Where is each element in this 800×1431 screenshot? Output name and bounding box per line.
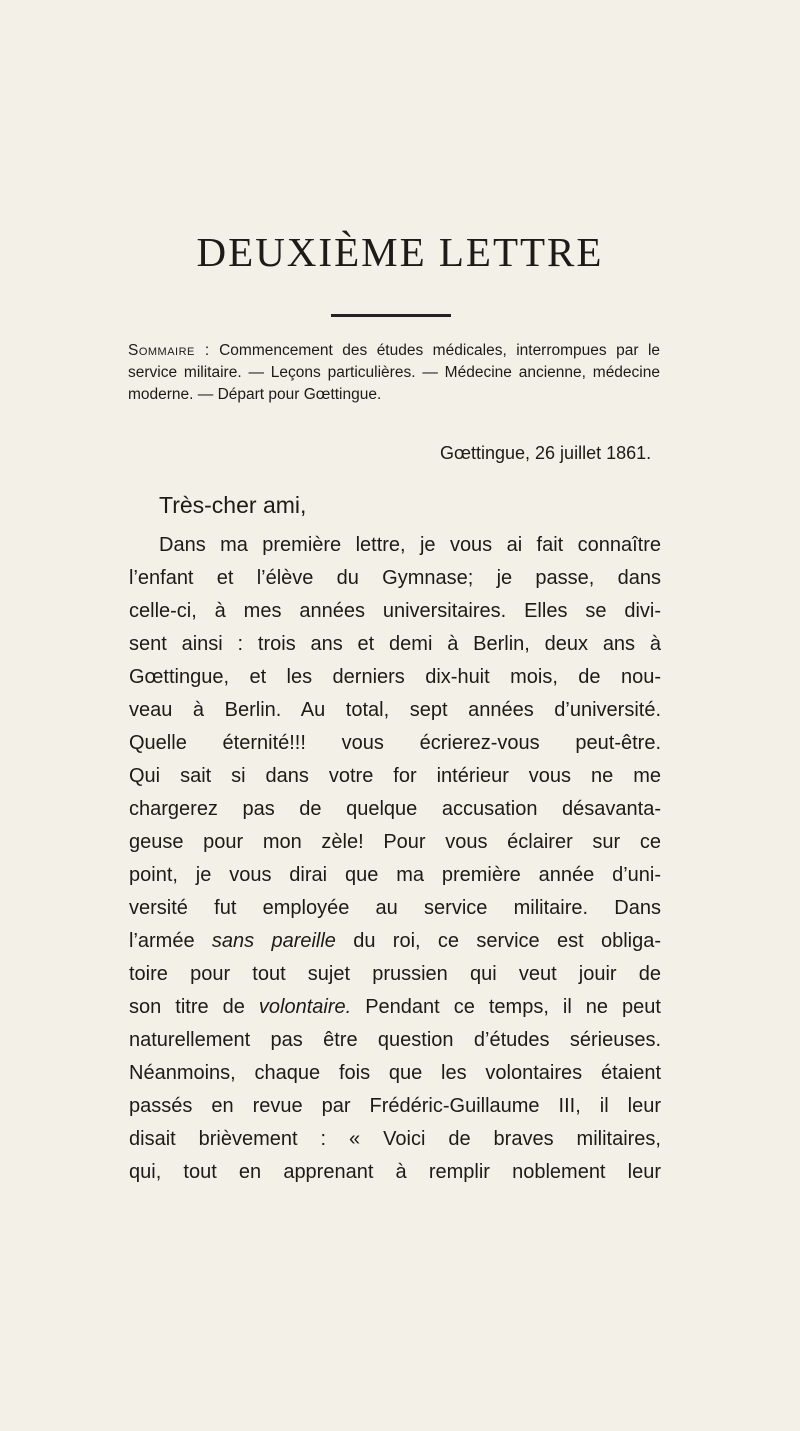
heading-rule bbox=[331, 314, 451, 317]
line-text: son titre de bbox=[129, 996, 259, 1018]
body-line bbox=[129, 991, 661, 1024]
letter-body bbox=[129, 529, 661, 1189]
body-line: naturellement pas être question d’études sérieuses. bbox=[129, 1029, 661, 1051]
body-line: toire pour tout sujet prussien qui veut jouir de bbox=[129, 963, 661, 985]
body-line: Gœttingue, et les derniers dix-huit mois, de nou- bbox=[129, 666, 661, 688]
body-line: point, je vous dirai que ma première année d’uni- bbox=[129, 864, 661, 886]
body-line: Qui sait si dans votre for intérieur vous ne me bbox=[129, 765, 661, 787]
body-line: celle-ci, à mes années universitaires. Elles se divi- bbox=[129, 600, 661, 622]
body-line: Dans ma première lettre, je vous ai fait connaître bbox=[159, 534, 661, 556]
line-italic: sans pareille bbox=[211, 930, 336, 952]
body-line: veau à Berlin. Au total, sept années d’université. bbox=[129, 699, 661, 721]
body-line: Quelle éternité!!! vous écrierez-vous peut-être. bbox=[129, 732, 661, 754]
summary-text: Commencement des études médicales, interrompues par le service militaire. — Leçons particulières. — Médecine ancienne, médecine moderne. — Départ pour Gœttingue. bbox=[128, 342, 661, 403]
body-line: versité fut employée au service militaire. Dans bbox=[129, 897, 661, 919]
line-italic: volontaire. bbox=[258, 996, 352, 1018]
chapter-summary bbox=[128, 340, 660, 406]
body-line: disait brièvement : « Voici de braves militaires, bbox=[129, 1128, 661, 1150]
summary-lead: Sommaire : bbox=[128, 342, 210, 359]
body-line: sent ainsi : trois ans et demi à Berlin, deux ans à bbox=[129, 633, 661, 655]
letter-salutation: Très-cher ami, bbox=[159, 492, 307, 518]
body-line: qui, tout en apprenant à remplir noblement leur bbox=[129, 1161, 661, 1183]
line-text: du roi, ce service est obliga- bbox=[335, 930, 661, 952]
body-line: l’enfant et l’élève du Gymnase; je passe, dans bbox=[129, 567, 661, 589]
body-line: passés en revue par Frédéric-Guillaume III, il leur bbox=[129, 1095, 661, 1117]
line-text: Pendant ce temps, il ne peut bbox=[351, 996, 661, 1018]
chapter-heading: DEUXIÈME LETTRE bbox=[196, 229, 604, 275]
body-line: geuse pour mon zèle! Pour vous éclairer sur ce bbox=[129, 831, 661, 853]
line-text: l’armée bbox=[129, 930, 212, 952]
body-line: chargerez pas de quelque accusation désavanta- bbox=[129, 798, 661, 820]
body-line bbox=[129, 925, 661, 958]
body-line: Néanmoins, chaque fois que les volontaires étaient bbox=[129, 1062, 661, 1084]
letter-dateline: Gœttingue, 26 juillet 1861. bbox=[440, 443, 652, 463]
